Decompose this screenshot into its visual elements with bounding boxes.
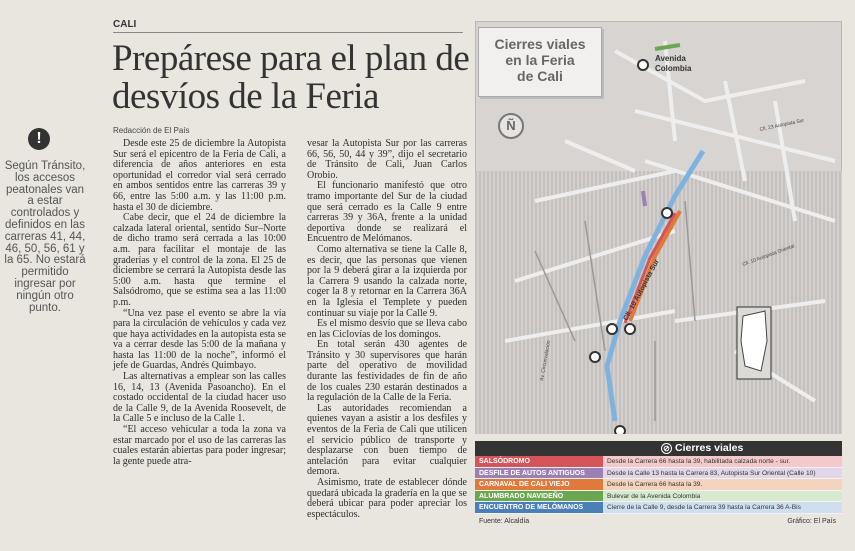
legend-item-name: SALSÓDROMO [475,456,603,467]
paragraph: Desde este 25 de diciembre la Autopista Sur será el epicentro de la Feria de Cali, a diferencia de años anteriores en esta oportunidad el corredor vial será cerrado en ambos sentidos entre las carreras 39 y 66, entre las 5:00 a.m. y las 11:00 p.m. hasta el 30 de diciembre. [113,138,286,213]
legend-item-desc: Desde la Calle 13 hasta la Carrera 83, Autopista Sur Oriental (Calle 10) [603,468,842,479]
no-entry-icon: ⊘ [661,443,672,454]
legend-row [475,502,842,514]
legend-item-desc: Bulevar de la Avenida Colombia [603,491,842,502]
circunvalar-label: Av. Circunvalación [539,339,553,382]
paragraph: Es el mismo desvío que se lleva cabo en las Ciclovías de los domingos. [307,318,467,340]
map-title [478,27,602,97]
legend-item-name: DESFILE DE AUTOS ANTIGUOS [475,468,603,479]
avenida-label: Avenida [655,54,686,63]
legend-footer [475,514,842,525]
no-entry-icon [590,352,600,362]
sidebar-note [0,128,97,368]
legend-title: Cierres viales [675,442,744,454]
sidebar-text: Según Tránsito, los accesos peatonales van a estar controlados y definidos en las carreras 41, 44, 46, 50, 56, 61 y la 65. No estará permitido ingresar por ningún otro punto. [4,160,86,314]
legend-item-name: ENCUENTRO DE MELÓMANOS [475,502,603,513]
paragraph: Cabe decir, que el 24 de diciembre la calzada lateral oriental, sentido Sur–Norte de dicho tramo será cerrada a las 10:00 a.m. para facilitar el montaje de las graderías y el control de la zona. El 25 de diciembre se cerrará la Autopista desde las 5:00 a.m. hasta que termine el Salsódromo, que se estima sea a las 11:00 p.m. [113,212,286,308]
legend-row [475,468,842,480]
headline: Prepárese para el plan de desvíos de la Feria [112,38,470,117]
map-title-line: Cierres viales [494,36,586,52]
legend-item-desc: Desde la Carrera 66 hasta la 39. [603,479,842,490]
article-column-1 [113,139,286,467]
autopista-sur-label: Cll. 23 Autopista Sur [759,117,805,133]
legend-item-desc: Desde la Carrera 66 hasta la 39, habilitada calzada norte - sur. [603,456,842,467]
legend-item-name: CARNAVAL DE CALI VIEJO [475,479,603,490]
paragraph: “El acceso vehicular a toda la zona va estar marcado por el uso de las carreras las cuales estarán abiertas para poder ingresar; la gente puede atra- [113,424,286,467]
paragraph: En total serán 430 agentes de Tránsito y 30 supervisores que harán parte del operativo de movilidad durante las festividades de fin de año de los cuales 230 estarán destinados a la regulación de la Calle de la Feria. [307,339,467,404]
city-inset-map [737,307,771,379]
no-entry-icon [607,324,617,334]
desfile-route [643,191,645,206]
paragraph: “Una vez pase el evento se abre la vía para la circulación de vehículos y cada vez que haya actividades en la autopista esta se va a cerrar desde las 5:00 de la mañana y hasta las 11:00 de la noche”, informó el jefe de Guardas, Andrés Quimbayo. [113,307,286,372]
no-entry-icon [625,324,635,334]
map-title-line: en la Feria [505,52,575,68]
legend-row [475,491,842,503]
paragraph: Las alternativas a emplear son las calles 16, 14, 13 (Avenida Pasoancho). En el costado occidental de la ciudad hacer uso de la Calle 9, de la Avenida Roosevelt, de la Calle 5 e incluso de la Calle 1. [113,371,286,425]
section-label: CALI [113,19,463,33]
no-entry-icon [638,60,648,70]
alumbrado-route [655,45,680,49]
byline: Redacción de El País [113,126,190,135]
paragraph: Asimismo, trate de establecer dónde quedará ubicada la gradería en la que se deberá ubicar para poder apreciar los espectáculos. [307,477,467,520]
legend-row [475,479,842,491]
legend-item-name: ALUMBRADO NAVIDEÑO [475,491,603,502]
paragraph: vesar la Autopista Sur por las carreras 66, 56, 50, 44 y 39”, dijo el secretario de Tránsito de Cali, Juan Carlos Orobio. [307,138,467,181]
autopista-oriental-label: Cll. 10 Autopista Oriental [741,243,796,268]
paragraph: El funcionario manifestó que otro tramo importante del Sur de la ciudad que será cerrado es la Calle 9 entre carreras 39 y 36A, frente a la unidad deportiva donde se realizará el Encuentro de Melómanos. [307,180,467,245]
north-compass-icon: Ñ [498,113,524,139]
paragraph: Como alternativa se tiene la Calle 8, es decir, que las personas que vienen por la 9 deberá girar a la izquierda por la Carrera 9 usando la calzada norte, coger la 8 y retornar en la Carrera 36A en la Iglesia el Templete y pueden continuar su viaje por la Calle 9. [307,243,467,319]
legend-item-desc: Cierre de la Calle 9, desde la Carrera 39 hasta la Carrera 36 A-Bis [603,502,842,513]
map-stripe-area [475,171,842,434]
no-entry-icon [615,426,625,434]
colombia-label: Colombia [655,64,692,73]
legend-header [475,441,842,456]
no-entry-icon [662,208,672,218]
map-legend [475,441,842,531]
map-title-line: de Cali [517,68,563,84]
legend-row [475,456,842,468]
autopista-label: Cll. 10 Autopista Sur [622,258,661,322]
exclamation-icon: ! [28,128,50,150]
graphic-credit: Gráfico: El País [787,517,836,525]
paragraph: Las autoridades recomiendan a quienes vayan a asistir a los desfiles y eventos de la Feria de Cali que utilicen el servicio público de transporte y desplazarse con buen tiempo de antelación para evitar cualquier demora. [307,402,467,478]
source-credit: Fuente: Alcaldía [479,517,530,525]
article-column-2 [307,139,467,520]
